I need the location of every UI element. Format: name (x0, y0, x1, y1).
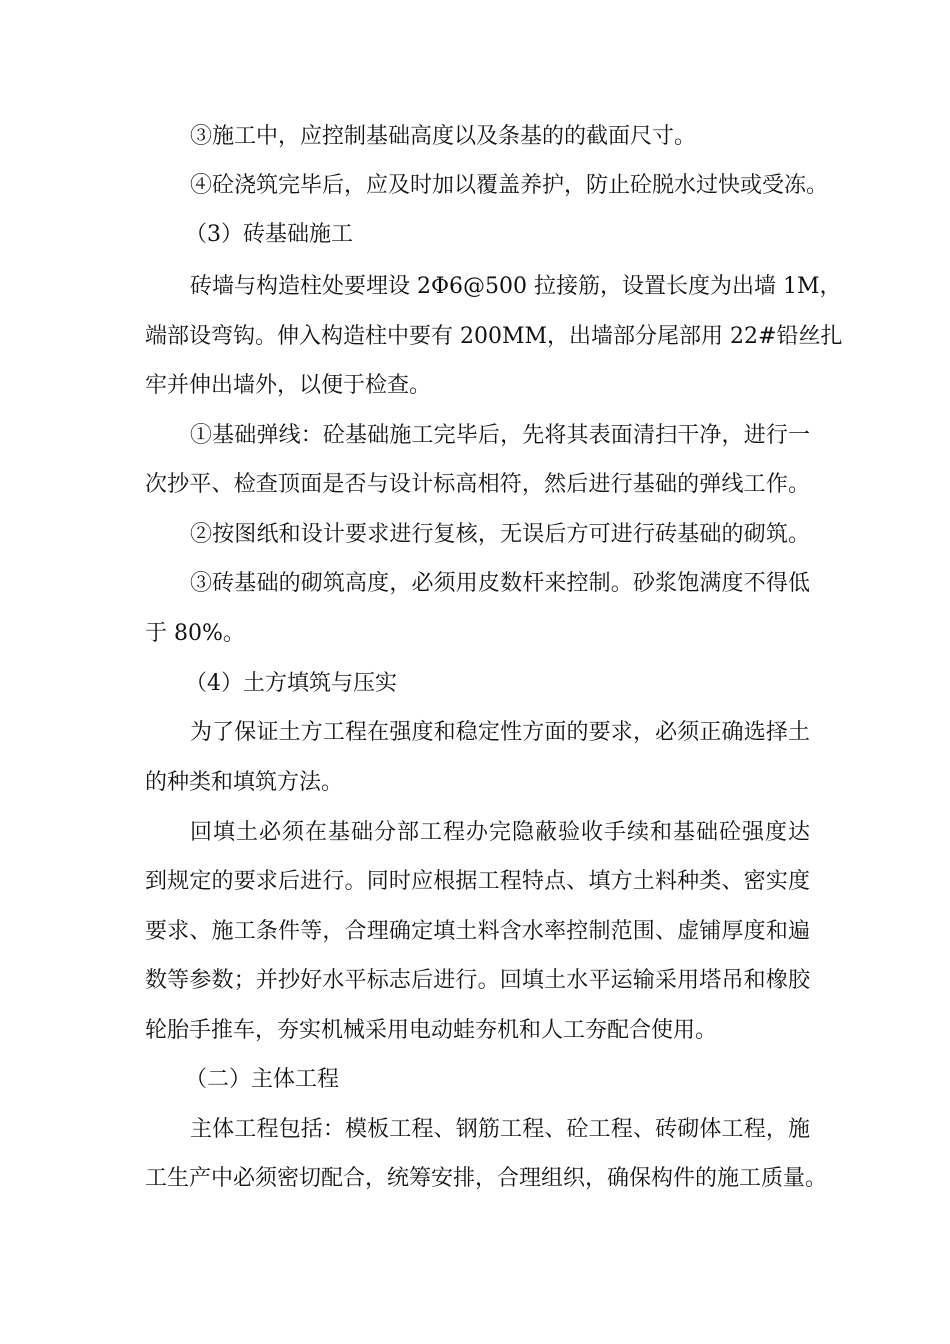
paragraph-line: 次抄平、检查顶面是否与设计标高相符，然后进行基础的弹线工作。 (145, 472, 810, 497)
paragraph-line: 回填土必须在基础分部工程办完隐蔽验收手续和基础砼强度达 (190, 820, 810, 845)
paragraph-line: 轮胎手推车，夯实机械采用电动蛙夯机和人工夯配合使用。 (145, 1018, 718, 1043)
paragraph-line: 数等参数；并抄好水平标志后进行。回填土水平运输采用塔吊和橡胶 (145, 968, 810, 993)
section-heading: （二）主体工程 (185, 1067, 340, 1092)
paragraph-line: ④砼浇筑完毕后，应及时加以覆盖养护，防止砼脱水过快或受冻。 (190, 173, 829, 198)
paragraph-line: 砖墙与构造柱处要埋设 2Φ6@500 拉接筋，设置长度为出墙 1M， (190, 274, 842, 299)
section-heading: （4）土方填筑与压实 (185, 671, 397, 696)
paragraph-line: 要求、施工条件等，合理确定填土料含水率控制范围、虚铺厚度和遍 (145, 919, 810, 944)
paragraph-line: 于 80%。 (145, 621, 245, 646)
paragraph-line: 端部设弯钩。伸入构造柱中要有 200MM，出墙部分尾部用 22#铅丝扎 (145, 324, 843, 349)
paragraph-line: 到规定的要求后进行。同时应根据工程特点、填方土料种类、密实度 (145, 869, 810, 894)
paragraph-line: ③砖基础的砌筑高度，必须用皮数杆来控制。砂浆饱满度不得低 (190, 571, 810, 596)
paragraph-line: 主体工程包括：模板工程、钢筋工程、砼工程、砖砌体工程，施 (190, 1117, 810, 1142)
paragraph-line: ①基础弹线：砼基础施工完毕后，先将其表面清扫干净，进行一 (190, 423, 810, 448)
paragraph-line: ②按图纸和设计要求进行复核，无误后方可进行砖基础的砌筑。 (190, 522, 810, 547)
paragraph-line: 工生产中必须密切配合，统筹安排，合理组织，确保构件的施工质量。 (145, 1166, 828, 1191)
paragraph-line: ③施工中，应控制基础高度以及条基的的截面尺寸。 (190, 124, 697, 149)
paragraph-line: 牢并伸出墙外，以便于检查。 (145, 373, 432, 398)
section-heading: （3）砖基础施工 (185, 222, 353, 247)
paragraph-line: 的种类和填筑方法。 (145, 770, 344, 795)
paragraph-line: 为了保证土方工程在强度和稳定性方面的要求，必须正确选择土 (190, 720, 810, 745)
